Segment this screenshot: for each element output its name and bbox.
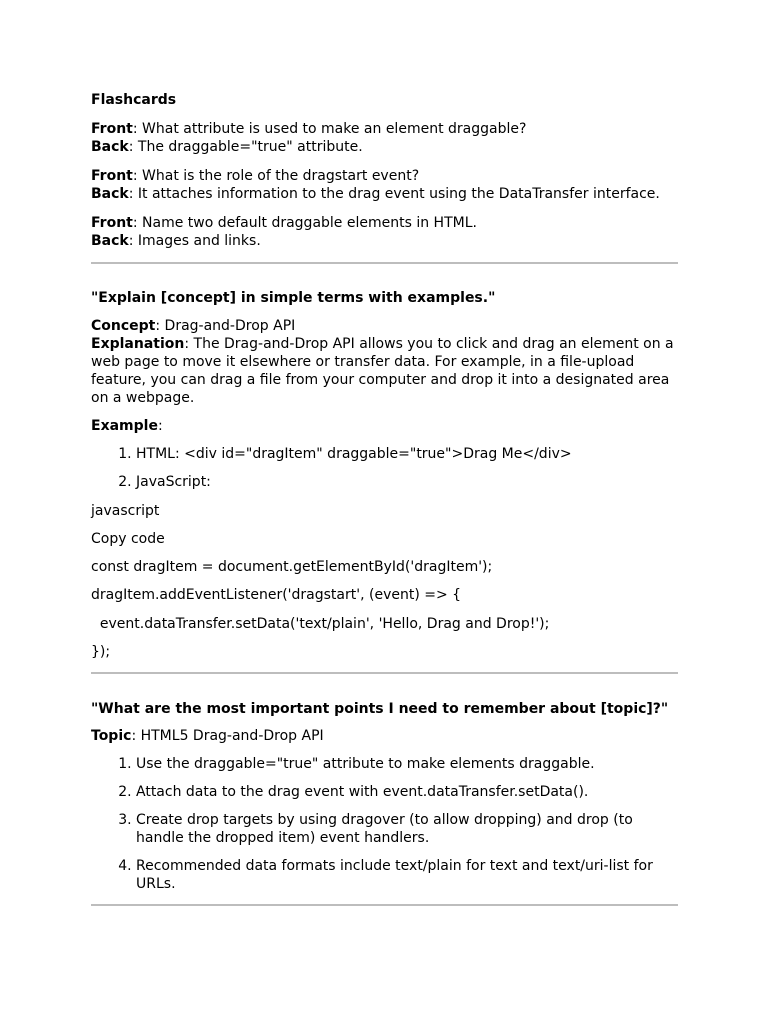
flashcard-back <box>91 232 678 250</box>
list-item: 4. Recommended data formats include text/plain for text and text/uri-list for URLs. <box>136 857 678 893</box>
back-label: Back <box>91 139 129 155</box>
example-label: Example <box>91 418 158 434</box>
list-item: 2. JavaScript: <box>136 473 678 491</box>
example-list <box>91 445 678 491</box>
explanation-paragraph <box>91 335 678 407</box>
back-label: Back <box>91 233 129 249</box>
front-text: : What is the role of the dragstart event? <box>132 168 420 184</box>
flashcard-front <box>91 214 678 232</box>
flashcard-front <box>91 120 678 138</box>
explain-heading: "Explain [concept] in simple terms with examples." <box>91 290 496 306</box>
important-points-list <box>91 755 678 893</box>
front-text: : What attribute is used to make an element draggable? <box>132 121 527 137</box>
code-language-label: javascript <box>91 503 160 519</box>
example-suffix: : <box>157 418 163 434</box>
back-label: Back <box>91 186 129 202</box>
code-line: event.dataTransfer.setData('text/plain', 'Hello, Drag and Drop!'); <box>91 616 550 632</box>
code-block <box>91 558 678 661</box>
flashcard-front <box>91 167 678 185</box>
code-line: const dragItem = document.getElementById('dragItem'); <box>91 559 493 575</box>
code-line: dragItem.addEventListener('dragstart', (event) => { <box>91 587 462 603</box>
example-line <box>91 417 678 435</box>
list-item: 1. Use the draggable="true" attribute to make elements draggable. <box>136 755 678 773</box>
back-text: : Images and links. <box>128 233 261 249</box>
important-points-section <box>91 699 678 893</box>
important-heading: "What are the most important points I need to remember about [topic]?" <box>91 701 669 717</box>
list-item: 3. Create drop targets by using dragover (to allow dropping) and drop (to handle the dropped item) event handlers. <box>136 811 678 847</box>
section-divider <box>91 672 678 674</box>
topic-line <box>91 727 678 745</box>
flashcard <box>91 214 678 250</box>
back-text: : It attaches information to the drag event using the DataTransfer interface. <box>128 186 660 202</box>
concept-text: : Drag-and-Drop API <box>155 318 296 334</box>
section-divider <box>91 904 678 906</box>
explanation-label: Explanation <box>91 336 185 352</box>
concept-label: Concept <box>91 318 156 334</box>
concept-line <box>91 317 678 335</box>
topic-text: : HTML5 Drag-and-Drop API <box>131 728 324 744</box>
flashcards-section <box>91 90 678 250</box>
section-divider <box>91 262 678 264</box>
list-item: 2. Attach data to the drag event with event.dataTransfer.setData(). <box>136 783 678 801</box>
back-text: : The draggable="true" attribute. <box>128 139 363 155</box>
flashcard-back <box>91 185 678 203</box>
copy-code-button[interactable]: Copy code <box>91 531 165 547</box>
front-text: : Name two default draggable elements in HTML. <box>132 215 477 231</box>
front-label: Front <box>91 121 133 137</box>
flashcard-back <box>91 138 678 156</box>
flashcard <box>91 167 678 203</box>
code-line: }); <box>91 644 111 660</box>
explanation-text: : The Drag-and-Drop API allows you to click and drag an element on a web page to move it elsewhere or transfer data. For example, in a file-upload feature, you can drag a file from your computer and drop it into a designated area on a webpage. <box>91 336 674 406</box>
document-content <box>91 90 678 906</box>
front-label: Front <box>91 215 133 231</box>
flashcards-heading: Flashcards <box>91 92 177 108</box>
front-label: Front <box>91 168 133 184</box>
flashcard <box>91 120 678 156</box>
explain-section <box>91 288 678 661</box>
list-item: 1. HTML: <div id="dragItem" draggable="true">Drag Me</div> <box>136 445 678 463</box>
topic-label: Topic <box>91 728 132 744</box>
